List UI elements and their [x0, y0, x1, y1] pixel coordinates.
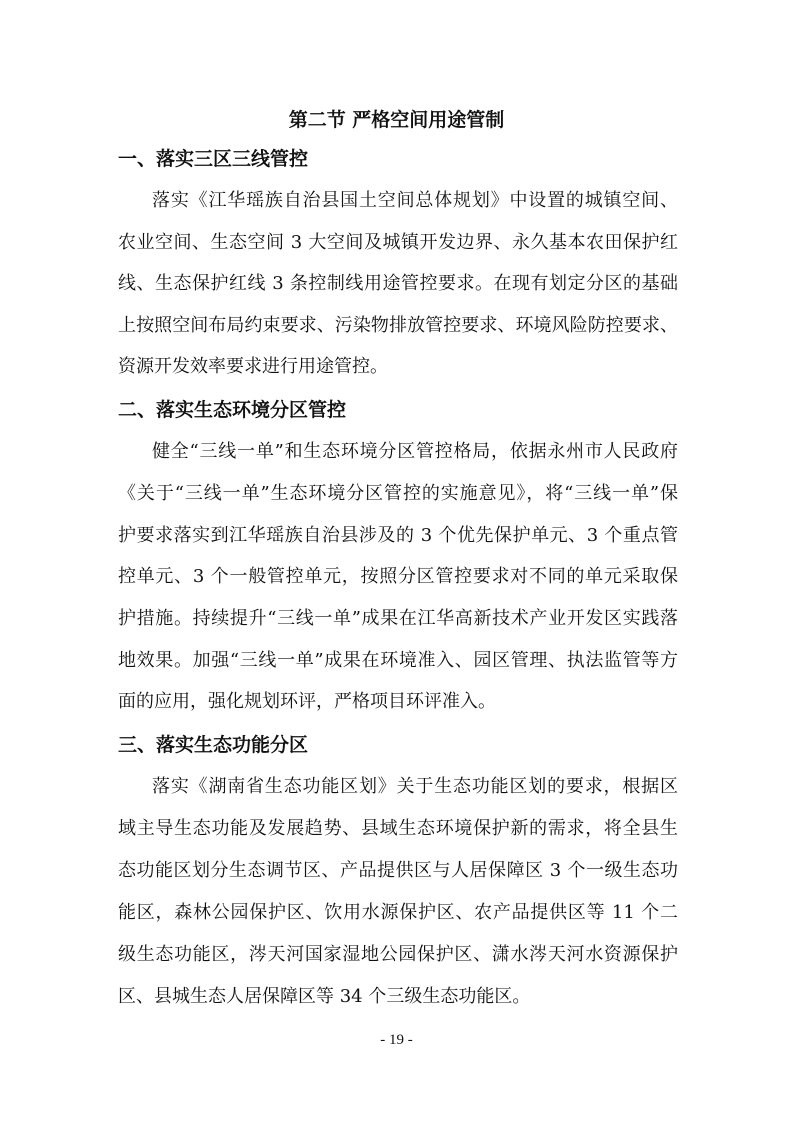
paragraph-line: 《关于“三线一单”生态环境分区管控的实施意见》，将“三线一单”保	[118, 483, 678, 504]
paragraph-line: 态功能区划分生态调节区、产品提供区与人居保障区 3 个一级生态功	[118, 860, 678, 881]
paragraph-line: 地效果。加强“三线一单”成果在环境准入、园区管理、执法监管等方	[118, 650, 678, 671]
paragraph-line: 农业空间、生态空间 3 大空间及城镇开发边界、永久基本农田保护红	[118, 232, 678, 253]
paragraph-line: 落实《江华瑶族自治县国土空间总体规划》中设置的城镇空间、	[152, 190, 678, 211]
paragraph-line: 控单元、3 个一般管控单元，按照分区管控要求对不同的单元采取保	[118, 566, 678, 587]
paragraph-line: 健全“三线一单”和生态环境分区管控格局，依据永州市人民政府	[152, 441, 678, 462]
paragraph-line: 护要求落实到江华瑶族自治县涉及的 3 个优先保护单元、3 个重点管	[118, 525, 678, 546]
section-title: 第二节 严格空间用途管制	[288, 109, 505, 131]
heading-part-1: 一、落实三区三线管控	[118, 148, 309, 170]
heading-part-2: 二、落实生态环境分区管控	[118, 399, 347, 421]
paragraph-line: 资源开发效率要求进行用途管控。	[118, 356, 388, 377]
heading-part-3: 三、落实生态功能分区	[118, 734, 309, 756]
paragraph-line: 面的应用，强化规划环评，严格项目环评准入。	[118, 691, 496, 712]
paragraph-line: 域主导生态功能及发展趋势、县域生态环境保护新的需求，将全县生	[118, 818, 678, 839]
paragraph-line: 护措施。持续提升“三线一单”成果在江华高新技术产业开发区实践落	[118, 608, 678, 629]
paragraph-line: 能区，森林公园保护区、饮用水源保护区、农产品提供区等 11 个二	[118, 902, 678, 923]
paragraph-line: 线、生态保护红线 3 条控制线用途管控要求。在现有划定分区的基础	[118, 273, 678, 294]
paragraph-line: 区、县城生态人居保障区等 34 个三级生态功能区。	[118, 986, 531, 1007]
page-number: - 19 -	[380, 1032, 413, 1048]
paragraph-line: 落实《湖南省生态功能区划》关于生态功能区划的要求，根据区	[152, 776, 678, 797]
paragraph-line: 上按照空间布局约束要求、污染物排放管控要求、环境风险防控要求、	[118, 315, 678, 336]
paragraph-line: 级生态功能区，涔天河国家湿地公园保护区、潇水涔天河水资源保护	[118, 944, 678, 965]
